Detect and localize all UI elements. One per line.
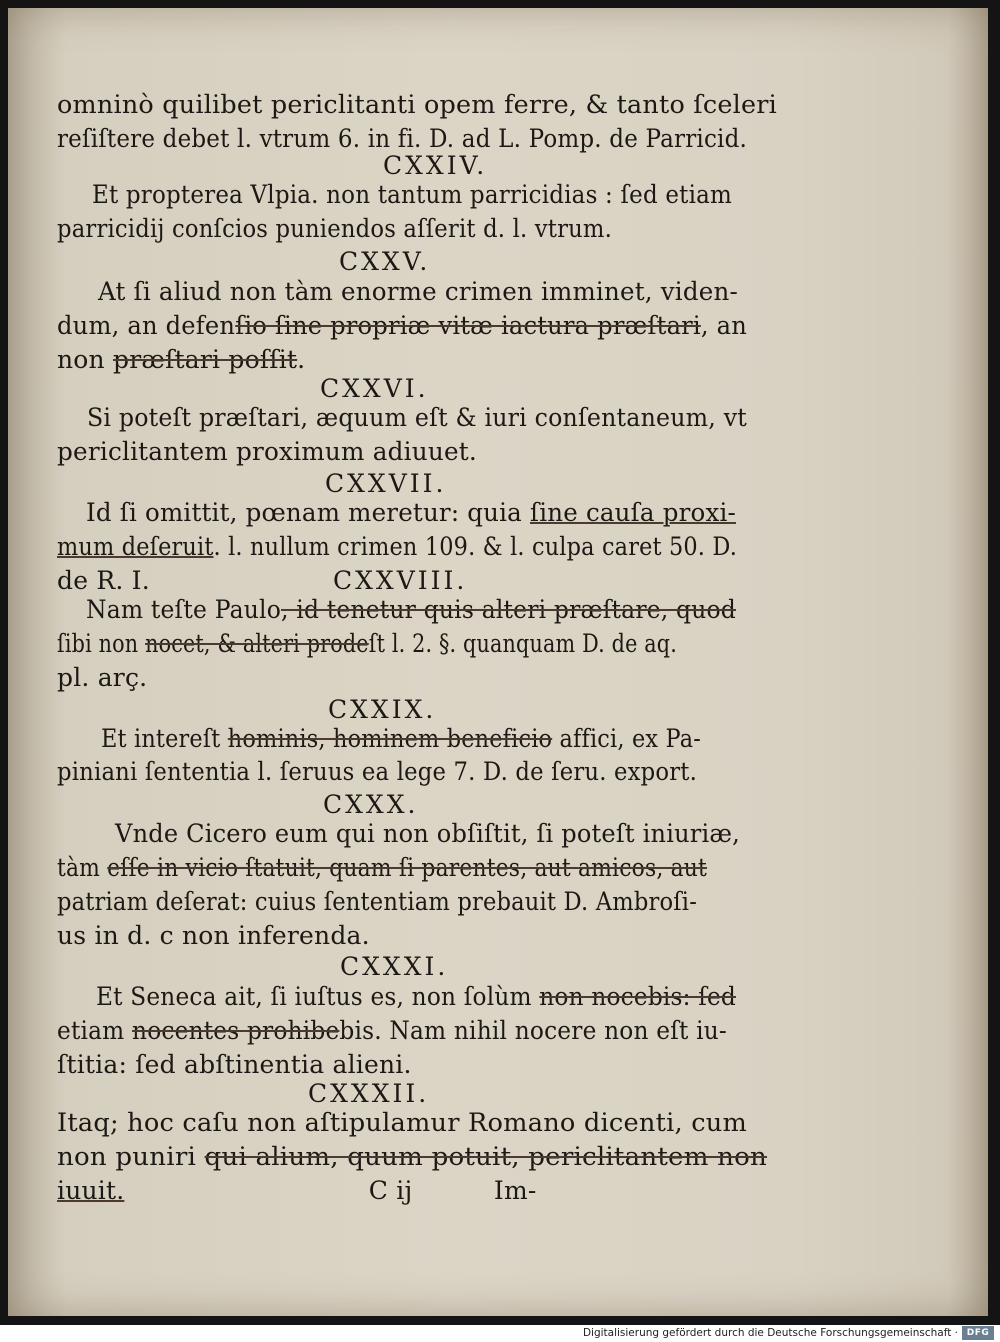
text-segment: reſiſtere debet l. vtrum 6. in fi. D. ad L. Pomp. de Parricid. <box>57 124 747 153</box>
text-segment: qui alium, quum potuit, periclitantem non <box>204 1142 768 1171</box>
text-segment: Et Seneca ait, ſi iuſtus es, non ſolùm <box>96 982 540 1011</box>
text-segment: de R. I. <box>57 566 150 595</box>
text-segment: dum, an defen <box>57 311 236 340</box>
text-segment: præſtari poſſit <box>113 345 298 374</box>
text-segment: non puniri <box>57 1142 205 1171</box>
text-segment: nocet, & alteri prode <box>145 629 369 658</box>
text-segment: patriam deſerat: cuius ſententiam prebauit D. Ambroſi- <box>57 887 698 916</box>
text-segment: omninò quilibet periclitanti opem ferre, & tanto ſceleri <box>57 90 777 119</box>
text-line <box>87 402 747 434</box>
text-segment: . l. nullum crimen 109. & l. culpa caret 50. D. <box>213 532 738 561</box>
text-segment: ſt l. 2. §. quanquam D. de aq. <box>368 629 677 658</box>
text-segment: Nam teſte Paulo <box>86 595 282 624</box>
section-heading <box>328 694 436 726</box>
text-segment: hominis, hominem beneficio <box>227 724 553 753</box>
section-heading <box>383 150 487 182</box>
text-line <box>57 920 370 952</box>
text-segment: non <box>57 345 114 374</box>
text-line <box>96 981 736 1013</box>
text-segment: Si poteſt præſtari, æquum eſt & iuri conſentaneum, vt <box>87 403 747 432</box>
text-segment: bis. Nam nihil nocere non eſt iu- <box>339 1016 727 1045</box>
text-line <box>57 756 697 788</box>
text-segment: CXXXII. <box>308 1079 430 1108</box>
text-line <box>57 436 477 468</box>
text-line <box>57 531 737 563</box>
text-segment: tàm <box>57 853 108 882</box>
text-line <box>57 1015 727 1047</box>
text-line <box>115 818 740 850</box>
text-segment: non nocebis: ſed <box>539 982 737 1011</box>
text-line <box>57 344 305 376</box>
section-heading <box>339 246 430 278</box>
text-segment: CXXVIII. <box>333 566 468 595</box>
text-line <box>57 1141 767 1173</box>
text-line <box>101 723 701 755</box>
text-segment: At ſi aliud non tàm enorme crimen imminet, viden- <box>98 277 738 306</box>
text-segment: , an <box>700 311 748 340</box>
text-line <box>98 276 738 308</box>
text-line <box>57 213 612 245</box>
text-segment: iuuit. <box>57 1176 125 1205</box>
text-segment: . <box>297 345 306 374</box>
text-segment: ſtitia: ſed abſtinentia alieni. <box>57 1050 412 1079</box>
funding-notice: Digitalisierung gefördert durch die Deutsche Forschungsgemeinschaft · <box>582 1327 958 1339</box>
text-segment: mum deſeruit <box>57 532 214 561</box>
text-segment: Et propterea Vlpia. non tantum parricidias : ſed etiam <box>92 180 733 209</box>
text-segment: us in d. c non inferenda. <box>57 921 370 950</box>
section-heading <box>325 468 446 500</box>
text-segment: Vnde Cicero eum qui non obſiſtit, ſi poteſt iniuriæ, <box>115 819 741 848</box>
dfg-logo-icon: DFG <box>962 1326 994 1340</box>
text-line <box>92 179 732 211</box>
text-segment: parricidij conſcios puniendos aſſerit d. l. vtrum. <box>57 214 613 243</box>
text-line <box>57 662 147 694</box>
text-segment: , id tenetur quis alteri præſtare, quod <box>281 595 736 624</box>
text-line <box>57 1175 537 1207</box>
text-segment: nocentes prohibe <box>132 1016 340 1045</box>
text-segment: CXXV. <box>339 247 431 276</box>
section-heading <box>308 1078 429 1110</box>
text-segment: CXXX. <box>323 790 419 819</box>
text-segment: piniani ſententia l. ſeruus ea lege 7. D. de ſeru. export. <box>57 757 698 786</box>
section-heading <box>320 373 429 405</box>
text-segment: eſſe in vicio ſtatuit, quam ſi parentes, aut amicos, aut <box>107 853 708 882</box>
text-line <box>86 497 736 529</box>
text-segment: etiam <box>57 1016 133 1045</box>
footer-bar <box>0 1325 1000 1342</box>
text-segment: ſio ſine propriæ vitæ iactura præſtari <box>235 311 701 340</box>
text-line <box>57 1107 747 1139</box>
text-line <box>57 628 677 660</box>
text-segment: ſine cauſa proxi- <box>529 498 737 527</box>
text-segment: CXXIX. <box>328 695 437 724</box>
text-segment: CXXXI. <box>340 952 449 981</box>
text-line <box>57 1049 412 1081</box>
section-heading <box>340 951 448 983</box>
text-segment: Id ſi omittit, pœnam meretur: quia <box>86 498 530 527</box>
section-heading <box>333 565 467 597</box>
text-segment: affici, ex Pa- <box>552 724 701 753</box>
text-line <box>57 310 747 342</box>
text-line <box>57 565 150 597</box>
section-heading <box>323 789 418 821</box>
text-segment: CXXVI. <box>320 374 429 403</box>
text-segment: ſibi non <box>57 629 146 658</box>
text-segment: periclitantem proximum adiuuet. <box>57 437 477 466</box>
text-segment: pl. arç. <box>57 663 148 692</box>
text-segment: CXXIV. <box>383 151 488 180</box>
text-line <box>86 594 736 626</box>
text-segment: Et intereſt <box>101 724 228 753</box>
text-line <box>57 886 697 918</box>
text-segment: Itaq; hoc caſu non aſtipulamur Romano dicenti, cum <box>57 1108 748 1137</box>
text-line <box>57 89 777 121</box>
text-segment: CXXVII. <box>325 469 447 498</box>
text-line <box>57 852 707 884</box>
text-segment: C ij Im- <box>124 1176 537 1205</box>
book-page <box>8 8 988 1316</box>
